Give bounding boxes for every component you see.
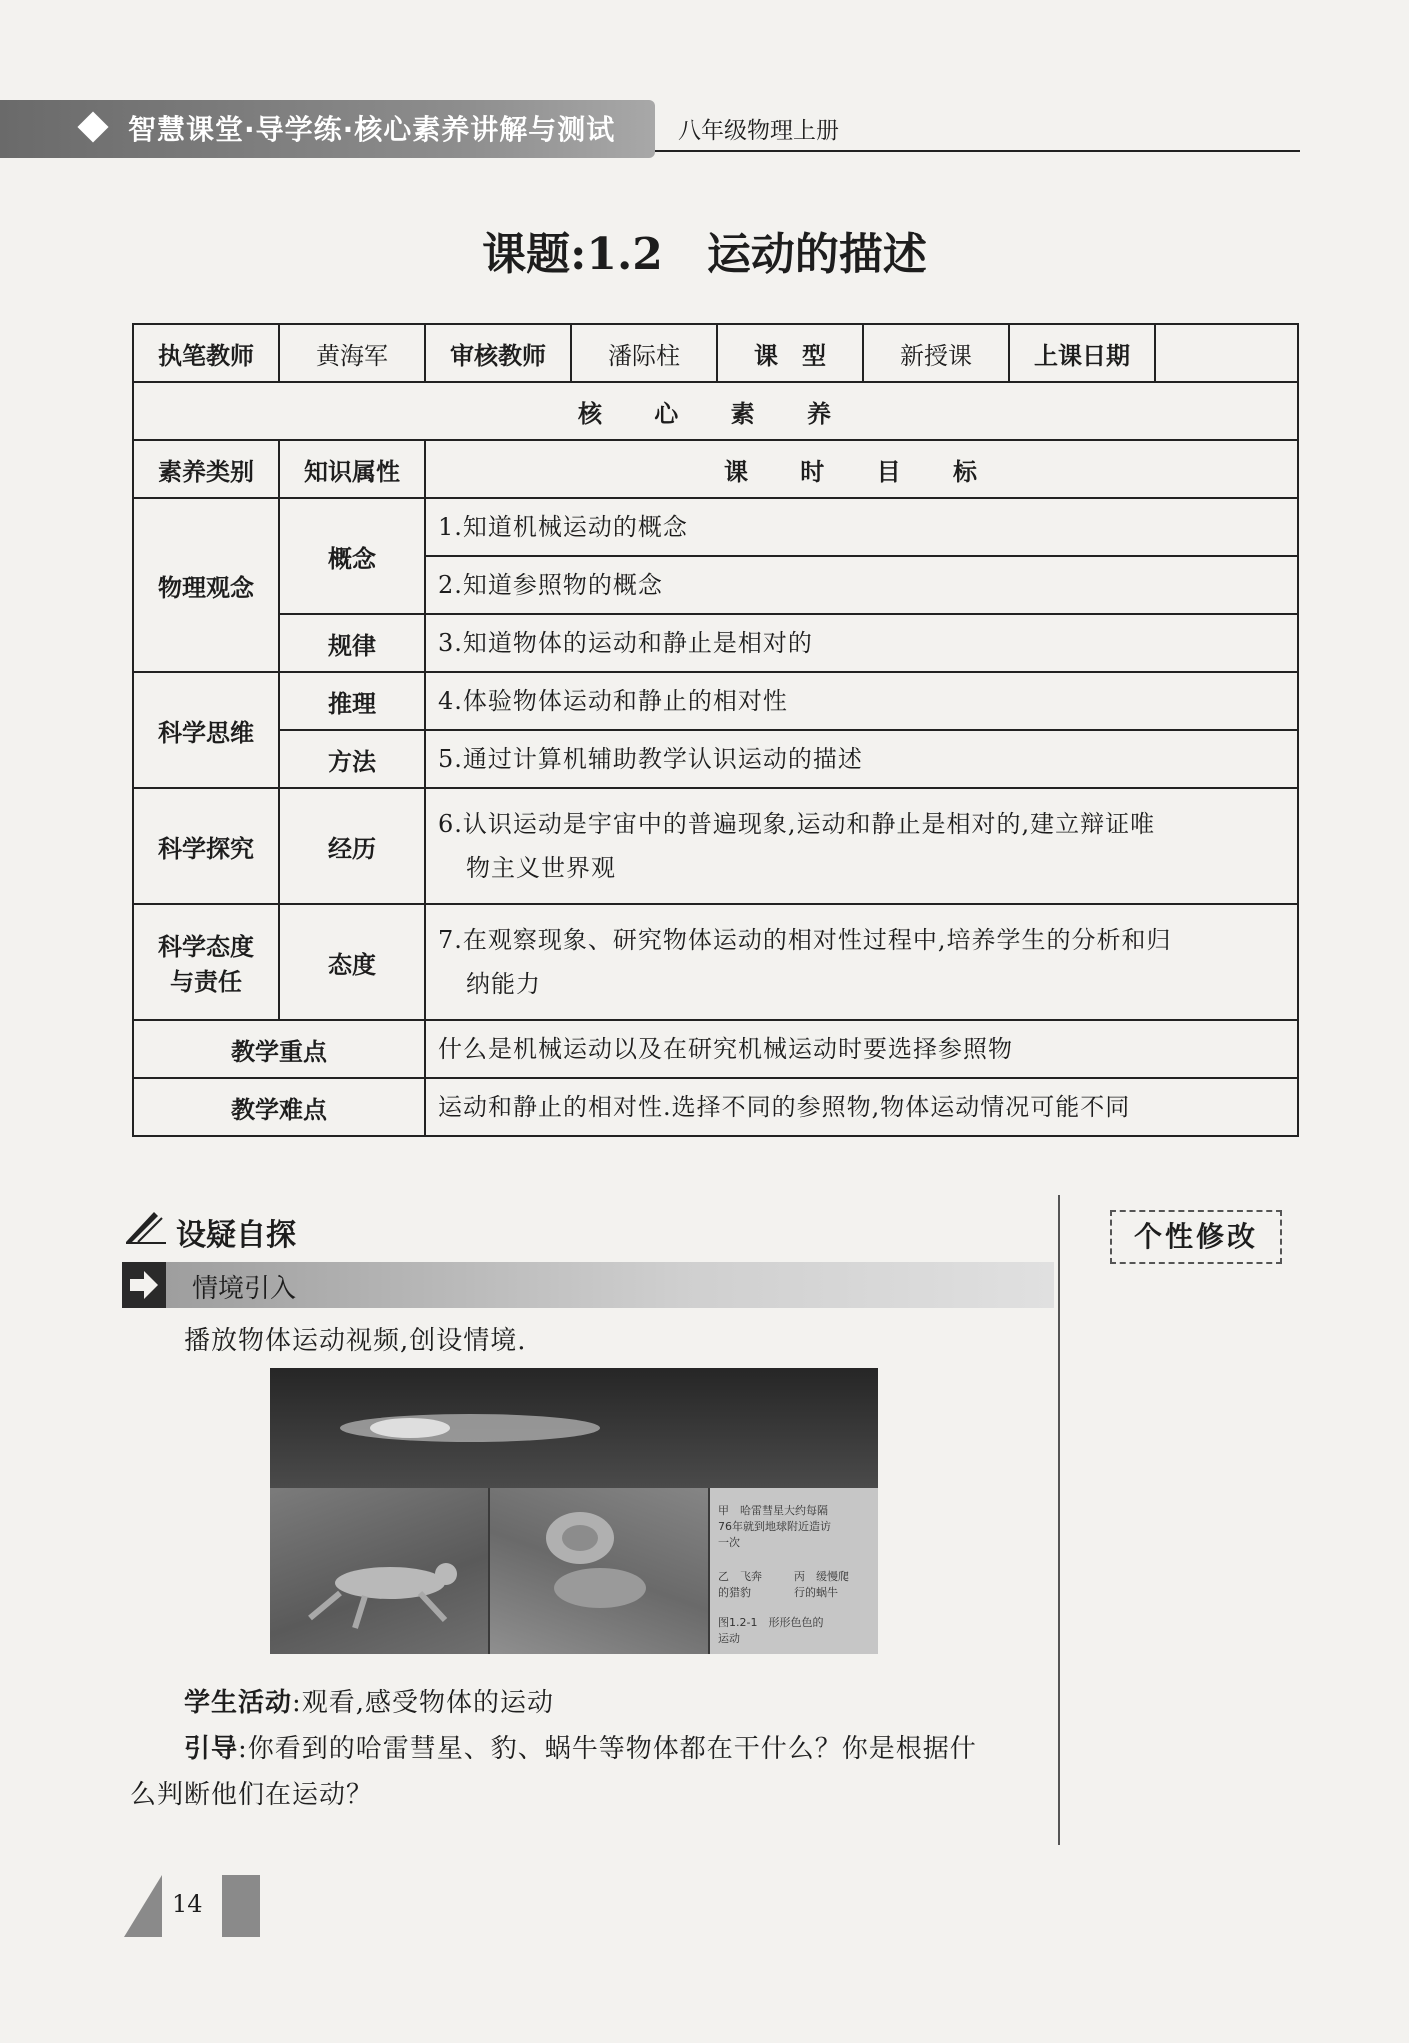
- info-row: [133, 324, 1298, 382]
- table-row: [133, 498, 1298, 556]
- column-divider: [1058, 1195, 1060, 1845]
- figure-caption-panel: [710, 1488, 878, 1654]
- lesson-title: 课题:1.2 运动的描述: [482, 229, 927, 280]
- category-cell: [133, 904, 279, 1020]
- subsection-title: 情境引入: [192, 1274, 297, 1304]
- guide-text: :你看到的哈雷彗星、豹、蜗牛等物体都在干什么？你是根据什: [238, 1734, 977, 1764]
- goals-header: 课 时 目 标: [425, 440, 1298, 498]
- table-row: [133, 730, 1298, 788]
- goal-line: 7.在观察现象、研究物体运动的相对性过程中,培养学生的分析和归: [438, 926, 1172, 954]
- table-row: [133, 788, 1298, 904]
- figure-label: 乙 飞奔: [718, 1570, 762, 1583]
- attribute-cell: 概念: [279, 498, 425, 614]
- pen-icon: [124, 1210, 168, 1244]
- attribute-cell: 推理: [279, 672, 425, 730]
- table-row: [133, 672, 1298, 730]
- page-number: 14: [172, 1890, 203, 1918]
- snail-photo: [490, 1488, 708, 1654]
- attribute-cell: 经历: [279, 788, 425, 904]
- section-title: 设疑自探: [176, 1218, 296, 1253]
- cheetah-photo: [270, 1488, 488, 1654]
- category-cell: 科学探究: [133, 788, 279, 904]
- reviewer-value: 潘际柱: [571, 324, 717, 382]
- attribute-header: 知识属性: [279, 440, 425, 498]
- column-header-row: [133, 440, 1298, 498]
- difficulty-row: [133, 1078, 1298, 1136]
- reviewer-label: 审核教师: [425, 324, 571, 382]
- motion-figure: [270, 1368, 878, 1654]
- page-corner-triangle: [124, 1875, 162, 1937]
- writer-label: 执笔教师: [133, 324, 279, 382]
- activity-text: :观看,感受物体的运动: [292, 1688, 555, 1718]
- key-point-text: 什么是机械运动以及在研究机械运动时要选择参照物: [425, 1020, 1298, 1078]
- category-header: 素养类别: [133, 440, 279, 498]
- category-line: 科学态度: [158, 933, 254, 961]
- type-value: 新授课: [863, 324, 1009, 382]
- activity-label: 学生活动: [184, 1688, 293, 1718]
- figure-label: 76年就到地球附近造访: [718, 1520, 831, 1533]
- student-activity: [184, 1682, 554, 1719]
- guide-text-continued: 么判断他们在运动？: [130, 1780, 374, 1810]
- goal-cell: 1.知道机械运动的概念: [425, 498, 1298, 556]
- category-cell: 科学思维: [133, 672, 279, 788]
- difficulty-text: 运动和静止的相对性.选择不同的参照物,物体运动情况可能不同: [425, 1078, 1298, 1136]
- goal-line: 物主义世界观: [466, 854, 616, 882]
- writer-value: 黄海军: [279, 324, 425, 382]
- category-line: 与责任: [170, 968, 242, 996]
- attribute-cell: 态度: [279, 904, 425, 1020]
- arrow-icon: [122, 1262, 166, 1308]
- goal-cell: [425, 904, 1298, 1020]
- figure-label: 丙 缓慢爬: [794, 1570, 849, 1583]
- header-rule: [655, 150, 1300, 152]
- comet-photo: [270, 1368, 878, 1488]
- goal-cell: 2.知道参照物的概念: [425, 556, 1298, 614]
- figure-label: 甲 哈雷彗星大约每隔: [718, 1504, 828, 1517]
- intro-text: 播放物体运动视频,创设情境.: [184, 1326, 527, 1356]
- type-label: 课 型: [717, 324, 863, 382]
- guide-label: 引导: [184, 1734, 239, 1764]
- attribute-cell: 方法: [279, 730, 425, 788]
- goal-cell: [425, 788, 1298, 904]
- figure-caption: 运动: [718, 1632, 740, 1645]
- table-row: [133, 904, 1298, 1020]
- core-title: 核 心 素 养: [133, 382, 1298, 440]
- difficulty-label: 教学难点: [133, 1078, 425, 1136]
- figure-label: 的猎豹: [718, 1586, 751, 1599]
- page-corner-block: [222, 1875, 260, 1937]
- personal-notes-box: 个性修改: [1110, 1210, 1282, 1264]
- goal-cell: 3.知道物体的运动和静止是相对的: [425, 614, 1298, 672]
- guide-paragraph: [184, 1728, 977, 1765]
- series-title: 智慧课堂·导学练·核心素养讲解与测试: [128, 113, 616, 146]
- key-point-label: 教学重点: [133, 1020, 425, 1078]
- key-point-row: [133, 1020, 1298, 1078]
- core-title-row: [133, 382, 1298, 440]
- goal-cell: 5.通过计算机辅助教学认识运动的描述: [425, 730, 1298, 788]
- category-cell: 物理观念: [133, 498, 279, 672]
- core-literacy-table: [132, 323, 1299, 1137]
- figure-label: 一次: [718, 1536, 740, 1549]
- goal-line: 6.认识运动是宇宙中的普遍现象,运动和静止是相对的,建立辩证唯: [438, 810, 1156, 838]
- table-row: [133, 614, 1298, 672]
- figure-label: 行的蜗牛: [794, 1586, 838, 1599]
- figure-caption: 图1.2-1 形形色色的: [718, 1616, 824, 1629]
- book-title: 八年级物理上册: [678, 118, 839, 144]
- date-value: [1155, 324, 1298, 382]
- goal-line: 纳能力: [466, 970, 541, 998]
- goal-cell: 4.体验物体运动和静止的相对性: [425, 672, 1298, 730]
- date-label: 上课日期: [1009, 324, 1155, 382]
- attribute-cell: 规律: [279, 614, 425, 672]
